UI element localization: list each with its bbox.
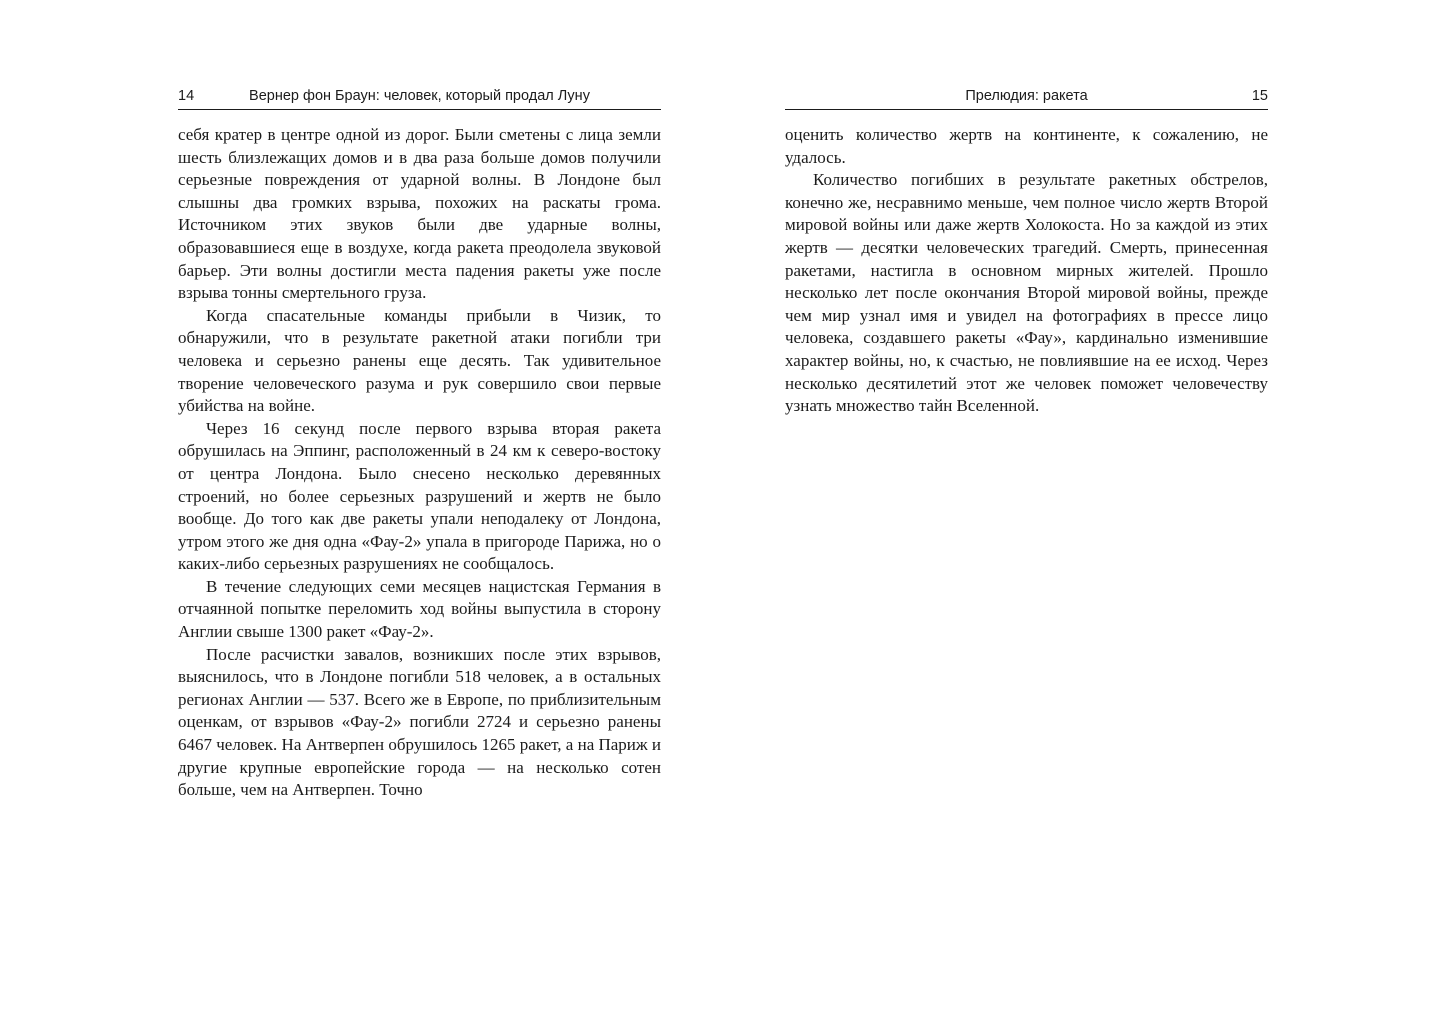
page-left xyxy=(178,88,661,802)
paragraph: Через 16 секунд после первого взрыва вторая ракета обрушилась на Эппинг, расположенный в 24 км к северо-востоку от центра Лондона. Было снесено несколько деревянных строений, но более серьезных разрушений и жертв не было вообще. До того как две ракеты упали неподалеку от Лондона, утром этого же дня одна «Фау-2» упала в пригороде Парижа, но о каких-либо серьезных разрушениях не сообщалось. xyxy=(178,418,661,574)
right-page-number: 15 xyxy=(1251,88,1268,104)
left-page-body xyxy=(178,124,661,802)
right-running-head xyxy=(785,88,1268,110)
left-running-head xyxy=(178,88,661,110)
paragraph: После расчистки завалов, возникших после этих взрывов, выяснилось, что в Лондоне погибли 518 человек, а в остальных регионах Англии — 537. Всего же в Европе, по приблизительным оценкам, от взрывов «Фау-2» погибли 2724 и серьезно ранены 6467 человек. На Антверпен обрушилось 1265 ракет, а на Париж и другие крупные европейские города — на несколько сотен больше, чем на Антверпен. Точно xyxy=(178,644,661,800)
left-running-title: Вернер фон Браун: человек, который продал Луну xyxy=(249,88,590,104)
paragraph: Количество погибших в результате ракетных обстрелов, конечно же, несравнимо меньше, чем полное число жертв Второй мировой войны или даже жертв Холокоста. Но за каждой из этих жертв — десятки человеческих трагедий. Смерть, принесенная ракетами, настигла в основном мирных жителей. Прошло несколько лет после окончания Второй мировой войны, прежде чем мир узнал имя и увидел на фотографиях в прессе лицо человека, создавшего ракеты «Фау», кардинально изменившие характер войны, но, к счастью, не повлиявшие на ее исход. Через несколько десятилетий этот же человек поможет человечеству узнать множество тайн Вселенной. xyxy=(785,170,1268,416)
paragraph: себя кратер в центре одной из дорог. Были сметены с лица земли шесть близлежащих домов и в два раза больше домов получили серьезные повреждения от ударной волны. В Лондоне был слышны два громких взрыва, похожих на раскаты грома. Источником этих звуков были две ударные волны, образовавшиеся еще в воздухе, когда ракета преодолела звуковой барьер. Эти волны достигли места падения ракеты уже после взрыва тонны смертельного груза. xyxy=(178,125,661,303)
paragraph: Когда спасательные команды прибыли в Чизик, то обнаружили, что в результате ракетной атаки погибли три человека и серьезно ранены еще десять. Так удивительное творение человеческого разума и рук совершило свои первые убийства на войне. xyxy=(178,305,661,416)
page-right xyxy=(785,88,1268,418)
right-page-body xyxy=(785,124,1268,418)
paragraph: оценить количество жертв на континенте, к сожалению, не удалось. xyxy=(785,125,1268,167)
left-page-number: 14 xyxy=(178,88,195,104)
right-running-title: Прелюдия: ракета xyxy=(965,88,1088,104)
paragraph: В течение следующих семи месяцев нацистская Германия в отчаянной попытке переломить ход войны выпустила в сторону Англии свыше 1300 ракет «Фау-2». xyxy=(178,576,661,642)
